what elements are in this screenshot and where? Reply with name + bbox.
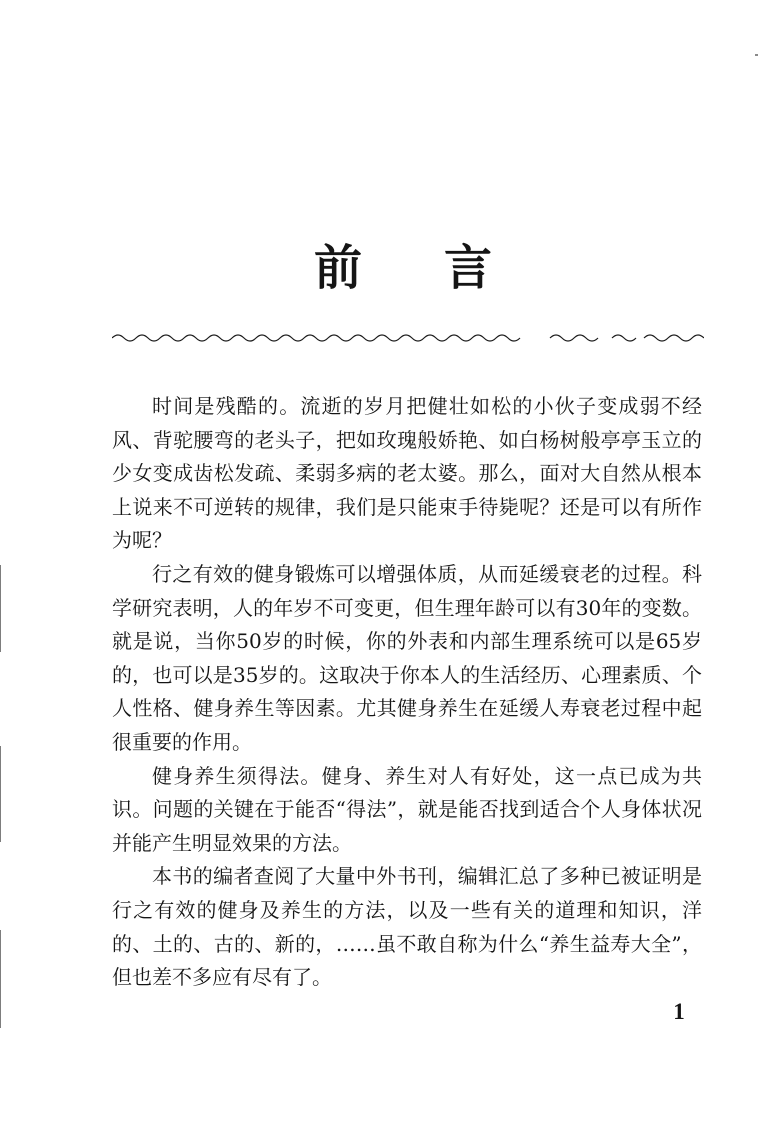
- preface-body: [112, 390, 702, 995]
- preface-title: [0, 238, 770, 298]
- title-char-yan: 言: [444, 240, 493, 296]
- scan-edge-mark: [0, 565, 1, 652]
- preface-paragraph-1: 时间是残酷的。流逝的岁月把健壮如松的小伙子变成弱不经风、背驼腰弯的老头子，把如玫瑰般娇艳、如白杨树般亭亭玉立的少女变成齿松发疏、柔弱多病的老太婆。那么，面对大自然从根本上说来不可逆转的规律，我们是只能束手待毙呢？还是可以有所作为呢？: [112, 394, 702, 553]
- scan-edge-mark: [0, 746, 1, 842]
- decorative-wavy-rule: [112, 324, 704, 348]
- title-char-qian: 前: [314, 240, 363, 296]
- preface-paragraph-2: 行之有效的健身锻炼可以增强体质，从而延缓衰老的过程。科学研究表明，人的年岁不可变更，但生理年龄可以有30年的变数。就是说，当你50岁的时候，你的外表和内部生理系统可以是65岁的，也可以是35岁的。这取决于你本人的生活经历、心理素质、个人性格、健身养生等因素。尤其健身养生在延缓人寿衰老过程中起很重要的作用。: [112, 561, 702, 754]
- page-number: 1: [673, 999, 685, 1024]
- preface-paragraph-4: 本书的编者查阅了大量中外书刊，编辑汇总了多种已被证明是行之有效的健身及养生的方法，以及一些有关的道理和知识，洋的、土的、古的、新的，……虽不敢自称为什么“养生益寿大全”，但也差不多应有尽有了。: [112, 864, 702, 990]
- scan-speck: [755, 54, 758, 56]
- scan-edge-mark: [0, 930, 1, 1028]
- preface-paragraph-3: 健身养生须得法。健身、养生对人有好处，这一点已成为共识。问题的关键在于能否“得法”，就是能否找到适合个人身体状况并能产生明显效果的方法。: [112, 763, 702, 855]
